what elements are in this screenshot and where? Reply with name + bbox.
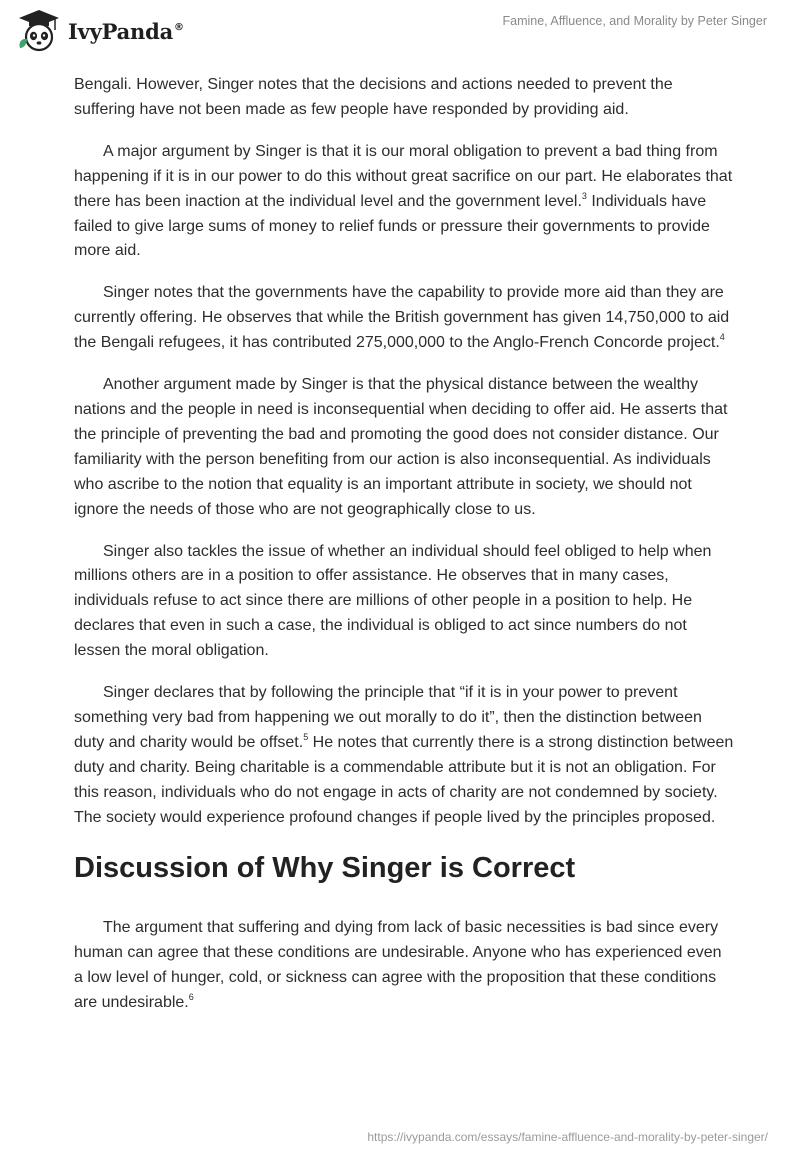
brand-name: IvyPanda® — [68, 18, 184, 44]
paragraph-continued: Bengali. However, Singer notes that the decisions and actions needed to prevent the suffering have not been made as few people have responded by providing aid. — [74, 76, 673, 118]
paragraph: A major argument by Singer is that it is our moral obligation to prevent a bad thing from happening if it is in our power to do this without great sacrifice on our part. He elaborates that there has been inaction at the individual level and the government level.$^3$ Individuals have failed to give large sums of money to relief funds or pressure their governments to provide more aid. — [74, 142, 733, 260]
paragraph: The argument that suffering and dying from lack of basic necessities is bad since every human can agree that these conditions are undesirable. Anyone who has experienced even a low level of hunger, cold, or sickness can agree with the proposition that these conditions are undesirable.$^6$ — [74, 919, 722, 1012]
page-header — [0, 0, 800, 68]
ivypanda-logo[interactable] — [16, 8, 184, 54]
source-url[interactable]: https://ivypanda.com/essays/famine-affluence-and-morality-by-peter-singer/ — [367, 1130, 768, 1144]
footnote-ref[interactable]: 4 — [719, 332, 725, 343]
footnote-ref[interactable]: 3 — [581, 190, 587, 201]
paragraph: Another argument made by Singer is that the physical distance between the wealthy nations and the people in need is inconsequential when deciding to offer aid. He asserts that the principle of preventing the bad and promoting the good does not consider distance. Our familiarity with the person benefiting from our action is also inconsequential. As individuals who ascribe to the notion that equality is an important attribute in society, we should not ignore the needs of those who are not geographically close to us. — [74, 376, 728, 518]
document-title: Famine, Affluence, and Morality by Peter Singer — [502, 14, 767, 28]
footnote-ref[interactable]: 5 — [303, 731, 309, 742]
paragraph: Singer notes that the governments have the capability to provide more aid than they are currently offering. He observes that while the British government has given 14,750,000 to aid the Bengali refugees, it has contributed 275,000,000 to the Anglo-French Concorde project.$^4$ — [74, 284, 730, 352]
paragraph: Singer also tackles the issue of whether an individual should feel obliged to help when millions others are in a position to offer assistance. He observes that in many cases, individuals refuse to act since there are millions of other people in a position to help. He declares that even in such a case, the individual is obliged to act since numbers do not lessen the moral obligation. — [74, 542, 712, 660]
section-heading: Discussion of Why Singer is Correct — [74, 852, 576, 885]
paragraph: Singer declares that by following the principle that “if it is in your power to prevent something very bad from happening we out morally to do it”, then the distinction between duty and charity would be offset.$^5$ He notes that currently there is a strong distinction between duty and charity. Being charitable is a commendable attribute but it is not an obligation. For this reason, individuals who do not engage in acts of charity are not condemned by society. The society would experience profound changes if people lived by the principles proposed. — [74, 684, 734, 826]
footnote-ref[interactable]: 6 — [188, 992, 194, 1003]
panda-graduation-icon — [16, 8, 62, 54]
essay-content — [74, 73, 734, 1016]
